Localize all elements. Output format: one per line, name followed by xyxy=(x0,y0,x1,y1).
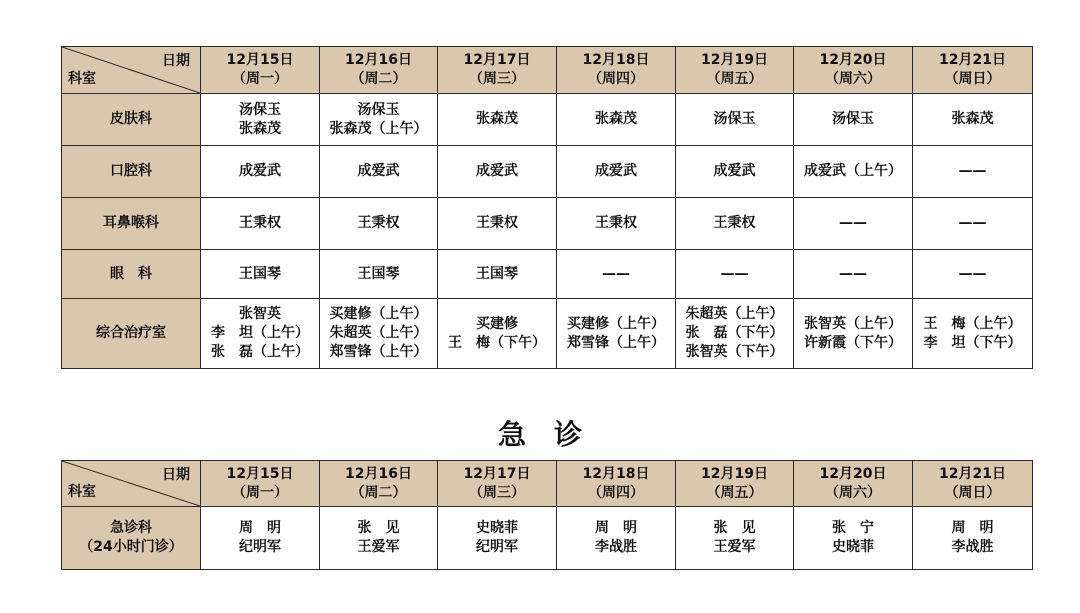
day-date: 12月18日 xyxy=(582,52,650,68)
day-weekday: （周三） xyxy=(469,71,525,87)
day-weekday: （周六） xyxy=(825,71,881,87)
doctor-name: —— xyxy=(839,215,867,231)
doctor-name: 成爱武 xyxy=(239,163,281,179)
duty-names xyxy=(913,265,1032,284)
duty-cell xyxy=(794,507,913,570)
duty-names xyxy=(201,305,319,362)
doctor-name: 王秉权 xyxy=(239,215,281,231)
outpatient-schedule-table xyxy=(61,46,1033,369)
duty-names xyxy=(676,519,793,557)
duty-names xyxy=(201,265,319,284)
day-date: 12月17日 xyxy=(463,465,531,482)
doctor-name: 成爱武 xyxy=(476,163,518,179)
duty-names xyxy=(320,265,437,284)
duty-cell xyxy=(557,94,676,146)
duty-cell xyxy=(676,198,794,250)
department-name: 皮肤科 xyxy=(110,111,152,127)
duty-names xyxy=(676,265,793,284)
duty-cell xyxy=(201,250,320,299)
duty-names xyxy=(676,214,793,233)
duty-cell xyxy=(913,507,1033,570)
doctor-name: 张 磊（上午） xyxy=(211,344,309,360)
day-weekday: （周五） xyxy=(706,484,763,501)
department-cell xyxy=(62,146,201,198)
duty-names xyxy=(794,265,912,284)
doctor-name: 买建修（上午） xyxy=(329,306,428,322)
duty-cell xyxy=(557,146,676,198)
schedule-row xyxy=(62,94,1033,146)
corner-dept-label: 科室 xyxy=(68,484,96,500)
doctor-name: 张智英（下午） xyxy=(685,344,784,360)
doctor-name: 成爱武 xyxy=(713,163,756,179)
duty-names xyxy=(557,315,675,353)
corner-header-cell xyxy=(62,47,201,94)
day-date: 12月21日 xyxy=(939,52,1006,68)
duty-cell xyxy=(438,94,557,146)
doctor-name: 李战胜 xyxy=(951,539,994,555)
duty-cell xyxy=(201,507,320,570)
duty-cell xyxy=(676,299,794,369)
day-header-cell xyxy=(676,47,794,94)
schedule-row xyxy=(62,507,1033,570)
day-header-cell xyxy=(913,47,1033,94)
day-weekday: （周二） xyxy=(350,484,407,501)
duty-cell xyxy=(320,146,438,198)
duty-names xyxy=(913,214,1032,233)
duty-names xyxy=(557,519,675,557)
department-name: 眼 科 xyxy=(110,265,152,282)
day-header-cell xyxy=(557,47,676,94)
day-date: 12月16日 xyxy=(345,465,412,482)
duty-names xyxy=(557,265,675,284)
day-header-cell xyxy=(794,47,913,94)
day-header-cell xyxy=(201,461,320,507)
department-name: 耳鼻喉科 xyxy=(103,215,159,231)
duty-cell xyxy=(794,250,913,299)
doctor-name: —— xyxy=(720,265,749,282)
corner-dept-label: 科室 xyxy=(68,71,96,87)
duty-cell xyxy=(557,250,676,299)
doctor-name: 纪明军 xyxy=(476,539,518,555)
duty-names xyxy=(557,162,675,181)
doctor-name: 买建修（上午） xyxy=(567,315,665,332)
duty-names xyxy=(438,519,556,557)
doctor-name: 张森茂 xyxy=(595,111,637,127)
duty-names xyxy=(320,162,437,181)
duty-names xyxy=(438,214,556,233)
doctor-name: 张森茂（上午） xyxy=(329,120,428,137)
doctor-name: 张森茂 xyxy=(476,111,518,127)
doctor-name: 李 坦（上午） xyxy=(211,325,309,341)
duty-cell xyxy=(438,299,557,369)
doctor-name: 张智英（上午） xyxy=(804,315,902,332)
duty-cell xyxy=(913,94,1033,146)
day-header-cell xyxy=(438,461,557,507)
day-date: 12月21日 xyxy=(939,465,1006,482)
day-weekday: （周五） xyxy=(706,71,763,87)
duty-cell xyxy=(913,250,1033,299)
doctor-name: —— xyxy=(958,265,987,282)
doctor-name: 王 梅（下午） xyxy=(448,334,546,351)
duty-cell xyxy=(438,507,557,570)
duty-cell xyxy=(676,146,794,198)
doctor-name: 王 梅（上午） xyxy=(923,315,1022,332)
duty-names xyxy=(676,162,793,181)
duty-names xyxy=(676,110,793,129)
corner-date-label: 日期 xyxy=(162,53,190,69)
duty-names xyxy=(201,519,319,557)
header-row xyxy=(62,47,1033,94)
day-weekday: （周三） xyxy=(469,484,525,501)
emergency-title: 急诊 xyxy=(497,418,610,451)
duty-cell xyxy=(913,146,1033,198)
department-cell xyxy=(62,250,201,299)
day-header-cell xyxy=(320,47,438,94)
day-date: 12月15日 xyxy=(226,465,294,482)
day-header-cell xyxy=(320,461,438,507)
doctor-name: 朱超英（上午） xyxy=(685,306,784,322)
doctor-name: 许新霞（下午） xyxy=(804,334,902,351)
doctor-name: 王秉权 xyxy=(357,215,400,231)
doctor-name: 成爱武（上午） xyxy=(804,163,902,179)
day-header-cell xyxy=(913,461,1033,507)
duty-cell xyxy=(557,507,676,570)
duty-names xyxy=(438,315,556,353)
department-name: 口腔科 xyxy=(110,163,152,179)
duty-names xyxy=(201,214,319,233)
day-date: 12月16日 xyxy=(345,52,412,68)
doctor-name: 王国琴 xyxy=(476,265,518,282)
duty-cell xyxy=(557,198,676,250)
doctor-name: 成爱武 xyxy=(357,163,400,179)
schedule-row xyxy=(62,250,1033,299)
doctor-name: 王国琴 xyxy=(239,265,281,282)
doctor-name: 王秉权 xyxy=(595,215,637,231)
duty-names xyxy=(676,305,793,362)
duty-names xyxy=(794,162,912,181)
schedule-row xyxy=(62,146,1033,198)
duty-cell xyxy=(438,146,557,198)
day-date: 12月19日 xyxy=(701,52,768,68)
doctor-name: 汤保玉 xyxy=(713,111,756,127)
emergency-schedule-table xyxy=(61,460,1033,570)
doctor-name: 买建修 xyxy=(476,315,518,332)
doctor-name: —— xyxy=(958,163,987,179)
doctor-name: 周 明 xyxy=(595,520,637,536)
day-date: 12月20日 xyxy=(819,52,887,68)
doctor-name: 张 宁 xyxy=(832,520,874,536)
doctor-name: 张森茂 xyxy=(239,120,281,137)
duty-names xyxy=(794,110,912,129)
duty-cell xyxy=(201,198,320,250)
schedule-row xyxy=(62,198,1033,250)
duty-cell xyxy=(320,94,438,146)
day-weekday: （周一） xyxy=(232,484,288,501)
doctor-name: 汤保玉 xyxy=(832,111,874,127)
doctor-name: 汤保玉 xyxy=(357,101,400,118)
department-cell xyxy=(62,94,201,146)
day-weekday: （周二） xyxy=(350,71,407,87)
duty-names xyxy=(320,101,437,139)
day-weekday: （周四） xyxy=(588,71,644,87)
doctor-name: —— xyxy=(839,265,867,282)
corner-header-cell xyxy=(62,461,201,507)
doctor-name: 王国琴 xyxy=(357,265,400,282)
doctor-name: 李战胜 xyxy=(595,539,637,555)
duty-names xyxy=(557,110,675,129)
duty-cell xyxy=(676,507,794,570)
duty-cell xyxy=(320,250,438,299)
duty-cell xyxy=(320,198,438,250)
day-weekday: （周六） xyxy=(825,484,881,501)
day-weekday: （周日） xyxy=(944,484,1001,501)
duty-names xyxy=(913,315,1032,353)
doctor-name: 纪明军 xyxy=(239,539,281,555)
day-weekday: （周一） xyxy=(232,71,288,87)
department-name: 综合治疗室 xyxy=(96,325,166,341)
doctor-name: —— xyxy=(958,215,987,231)
doctor-name: 张 见 xyxy=(357,520,400,536)
duty-names xyxy=(913,110,1032,129)
duty-cell xyxy=(557,299,676,369)
day-weekday: （周四） xyxy=(588,484,644,501)
department-name-line: （24小时门诊） xyxy=(79,539,183,555)
day-date: 12月18日 xyxy=(582,465,650,482)
duty-cell xyxy=(438,250,557,299)
doctor-name: 张森茂 xyxy=(951,111,994,127)
duty-names xyxy=(794,214,912,233)
day-header-cell xyxy=(438,47,557,94)
duty-names xyxy=(913,519,1032,557)
duty-cell xyxy=(794,94,913,146)
duty-names xyxy=(794,519,912,557)
doctor-name: 张 磊（下午） xyxy=(685,325,784,341)
duty-names xyxy=(438,110,556,129)
duty-names xyxy=(557,214,675,233)
day-header-cell xyxy=(201,47,320,94)
doctor-name: 朱超英（上午） xyxy=(329,325,428,341)
duty-cell xyxy=(320,507,438,570)
doctor-name: 成爱武 xyxy=(595,163,637,179)
department-name-line: 急诊科 xyxy=(110,520,152,536)
department-cell xyxy=(62,198,201,250)
doctor-name: 周 明 xyxy=(951,520,994,536)
duty-cell xyxy=(438,198,557,250)
doctor-name: 史晓菲 xyxy=(832,539,874,555)
day-date: 12月15日 xyxy=(226,52,294,68)
duty-cell xyxy=(320,299,438,369)
duty-cell xyxy=(676,94,794,146)
doctor-name: 汤保玉 xyxy=(239,101,281,118)
day-header-cell xyxy=(676,461,794,507)
doctor-name: 郑雪锋（上午） xyxy=(567,334,665,351)
corner-date-label: 日期 xyxy=(162,467,190,483)
duty-names xyxy=(438,265,556,284)
department-cell xyxy=(62,507,201,570)
duty-cell xyxy=(676,250,794,299)
day-weekday: （周日） xyxy=(944,71,1001,87)
day-date: 12月17日 xyxy=(463,52,531,68)
day-date: 12月20日 xyxy=(819,465,887,482)
doctor-name: 郑雪锋（上午） xyxy=(329,344,428,360)
doctor-name: 张智英 xyxy=(239,306,281,322)
doctor-name: —— xyxy=(602,265,630,282)
day-header-cell xyxy=(794,461,913,507)
duty-names xyxy=(320,214,437,233)
day-date: 12月19日 xyxy=(701,465,768,482)
schedule-row xyxy=(62,299,1033,369)
doctor-name: 王秉权 xyxy=(713,215,756,231)
duty-names xyxy=(320,305,437,362)
duty-cell xyxy=(913,299,1033,369)
doctor-name: 王爱军 xyxy=(357,539,400,555)
duty-cell xyxy=(201,299,320,369)
duty-cell xyxy=(201,94,320,146)
doctor-name: 张 见 xyxy=(713,520,756,536)
duty-names xyxy=(320,519,437,557)
duty-names xyxy=(201,101,319,139)
doctor-name: 周 明 xyxy=(239,520,281,536)
duty-cell xyxy=(913,198,1033,250)
duty-cell xyxy=(794,198,913,250)
doctor-name: 王秉权 xyxy=(476,215,518,231)
duty-cell xyxy=(794,146,913,198)
header-row xyxy=(62,461,1033,507)
doctor-name: 王爱军 xyxy=(713,539,756,555)
doctor-name: 史晓菲 xyxy=(476,520,518,536)
duty-cell xyxy=(794,299,913,369)
department-cell xyxy=(62,299,201,369)
day-header-cell xyxy=(557,461,676,507)
doctor-name: 李 坦（下午） xyxy=(923,334,1022,351)
duty-names xyxy=(201,162,319,181)
duty-names xyxy=(913,162,1032,181)
duty-cell xyxy=(201,146,320,198)
duty-names xyxy=(794,315,912,353)
duty-names xyxy=(438,162,556,181)
